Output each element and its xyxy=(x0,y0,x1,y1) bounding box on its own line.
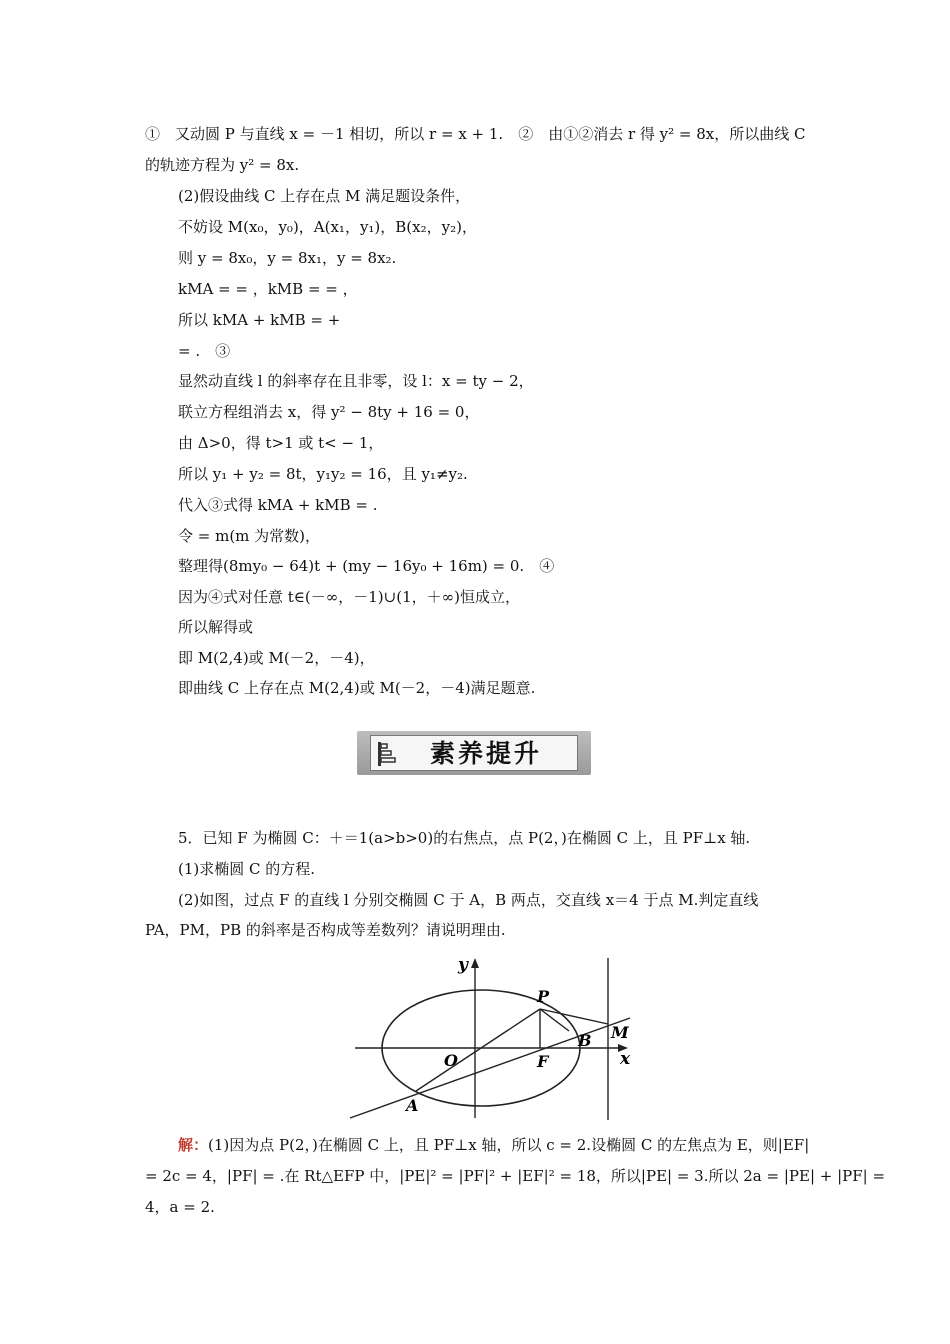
label-f: F xyxy=(537,1052,549,1071)
book-icon xyxy=(365,737,405,769)
segment-pa xyxy=(416,1009,540,1091)
solution-text: (1)因为点 P(2，)在椭圆 C 上，且 PF⊥x 轴，所以 c = 2.设椭圆 C 的左焦点为 E，则|EF| xyxy=(208,1136,810,1154)
text-line: = . ③ xyxy=(178,342,231,360)
text-line: ① 又动圆 P 与直线 x = －1 相切，所以 r = x + 1. ② 由①②消去 r 得 y² = 8x，所以曲线 C xyxy=(145,125,806,143)
text-line: 代入③式得 kMA + kMB = . xyxy=(178,496,378,514)
text-line: 令 = m(m 为常数)， xyxy=(178,527,321,545)
solution-line-3: 4，a = 2. xyxy=(145,1198,215,1216)
text-line: 则 y = 8x₀，y = 8x₁，y = 8x₂. xyxy=(178,249,397,267)
text-line: 由 Δ>0，得 t>1 或 t< − 1， xyxy=(178,434,384,452)
label-o: O xyxy=(444,1051,458,1070)
text-line: 的轨迹方程为 y² = 8x. xyxy=(145,156,300,174)
text-line: 即 M(2,4)或 M(－2，－4)， xyxy=(178,649,375,667)
text-line: 所以 y₁ + y₂ = 8t，y₁y₂ = 16，且 y₁≠y₂. xyxy=(178,465,468,483)
text-line: 所以解得或 xyxy=(178,618,254,636)
problem-part-1: (1)求椭圆 C 的方程. xyxy=(178,860,316,878)
solution-label: 解： xyxy=(178,1136,209,1154)
section-banner xyxy=(357,731,591,775)
label-p: P xyxy=(537,987,550,1006)
solution-line-1 xyxy=(178,1135,809,1155)
text-line: 显然动直线 l 的斜率存在且非零，设 l：x = ty − 2， xyxy=(178,372,534,390)
text-line: 所以 kMA + kMB = + xyxy=(178,311,341,329)
problem-part-2: (2)如图，过点 F 的直线 l 分别交椭圆 C 于 A，B 两点，交直线 x＝4 于点 M.判定直线 xyxy=(178,891,759,909)
section-title: 素养提升 xyxy=(430,739,543,768)
label-a: A xyxy=(406,1096,419,1115)
solution-line-2: = 2c = 4，|PF| = .在 Rt△EFP 中，|PE|² = |PF|² + |EF|² = 18，所以|PE| = 3.所以 2a = |PE| + |PF| = xyxy=(145,1167,886,1185)
text-line: 不妨设 M(x₀，y₀)，A(x₁，y₁)，B(x₂，y₂)， xyxy=(178,218,477,236)
text-line: 整理得(8my₀ − 64)t + (my − 16y₀ + 16m) = 0. ④ xyxy=(178,557,555,575)
problem-part-2-cont: PA，PM，PB 的斜率是否构成等差数列？请说明理由. xyxy=(145,921,506,939)
problem-intro: 5．已知 F 为椭圆 C：＋＝1(a>b>0)的右焦点，点 P(2，)在椭圆 C 上，且 PF⊥x 轴. xyxy=(178,829,751,847)
y-axis-arrow xyxy=(471,958,479,968)
ellipse-figure xyxy=(340,950,640,1130)
label-y: y xyxy=(458,955,468,975)
label-b: B xyxy=(578,1031,592,1050)
text-line: 即曲线 C 上存在点 M(2,4)或 M(－2，－4)满足题意. xyxy=(178,679,536,697)
label-x: x xyxy=(620,1049,631,1069)
text-line: (2)假设曲线 C 上存在点 M 满足题设条件， xyxy=(178,187,471,205)
text-line: 联立方程组消去 x，得 y² − 8ty + 16 = 0， xyxy=(178,403,480,421)
text-line: kMA = = ，kMB = = ， xyxy=(178,280,358,298)
label-m: M xyxy=(611,1023,629,1042)
text-line: 因为④式对任意 t∈(－∞，－1)∪(1，＋∞)恒成立， xyxy=(178,588,520,606)
